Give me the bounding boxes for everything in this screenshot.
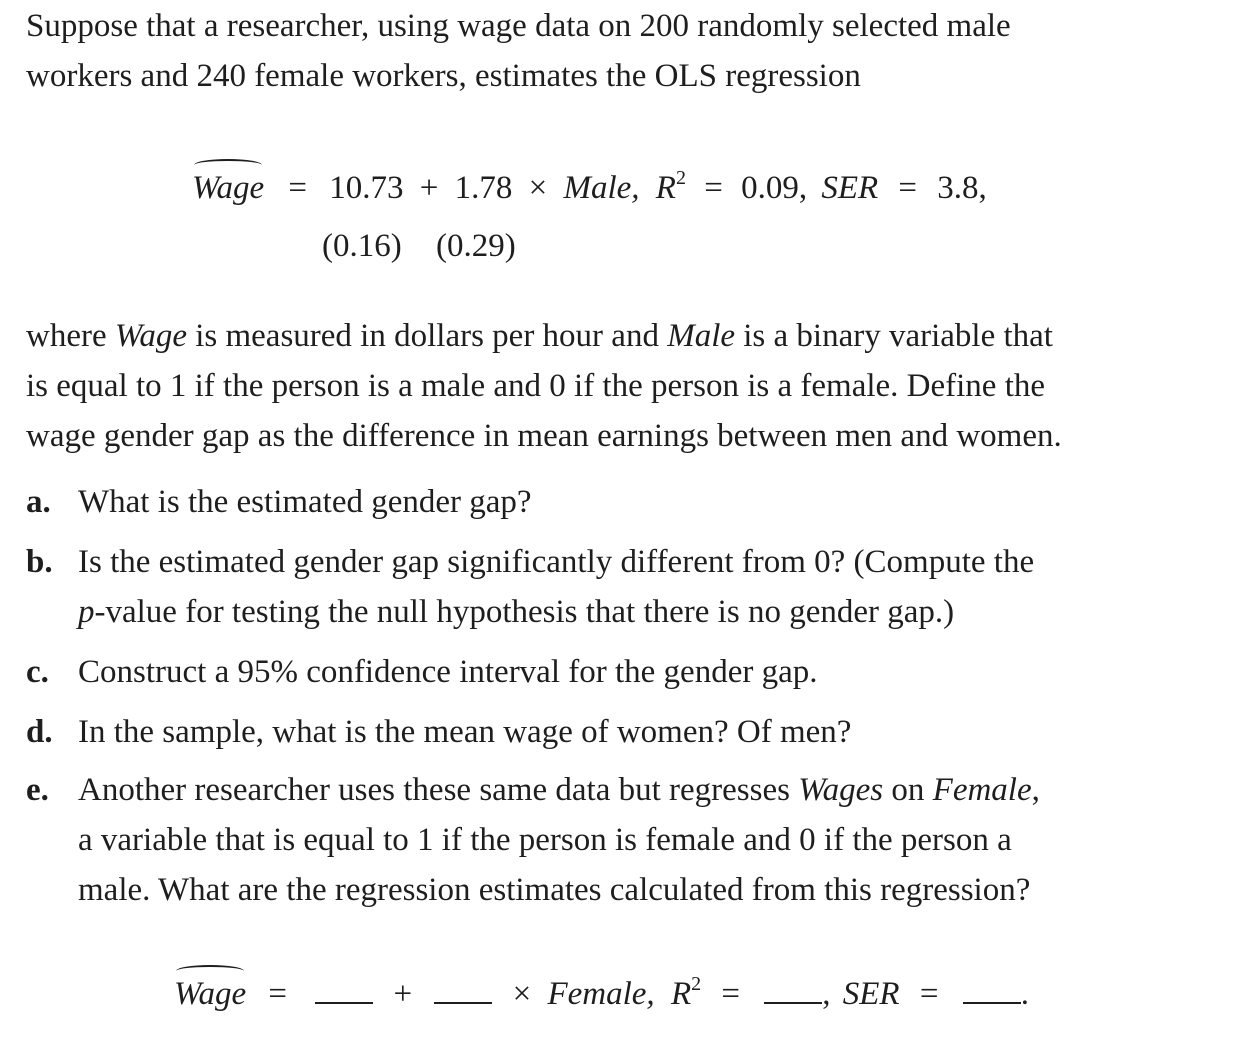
question-e-text-1: Another researcher uses these same data but regresses Wages on Female, xyxy=(78,772,1040,808)
intro-line-1: Suppose that a researcher, using wage data on 200 randomly selected male xyxy=(26,8,1011,44)
intercept-estimate: 10.73 xyxy=(329,170,404,206)
se-intercept: (0.16) xyxy=(322,228,402,264)
where-line-1: where Wage is measured in dollars per hour and Male is a binary variable that xyxy=(26,318,1053,354)
slope-blank[interactable] xyxy=(434,976,492,1004)
standard-errors xyxy=(322,226,516,266)
question-b-text-2: p-value for testing the null hypothesis that there is no gender gap.) xyxy=(78,594,955,630)
question-a-label: a. xyxy=(26,484,51,520)
where-line-2: is equal to 1 if the person is a male and 0 if the person is a female. Define the xyxy=(26,368,1046,404)
r2-value: 0.09, xyxy=(741,170,808,206)
question-a-text: What is the estimated gender gap? xyxy=(78,484,532,520)
question-b-label: b. xyxy=(26,544,53,580)
question-e-text-2: a variable that is equal to 1 if the person is female and 0 if the person a xyxy=(78,822,1012,858)
ser-blank[interactable] xyxy=(963,976,1021,1004)
regression-equation: Wage = 10.73 + 1.78 × Male, $R^2 = 0.09$, SER = 3.8, xyxy=(192,167,987,206)
intro-line-2: workers and 240 female workers, estimates the OLS regression xyxy=(26,58,861,94)
se-slope: (0.29) xyxy=(435,228,516,264)
regressor-male: Male, xyxy=(563,170,640,206)
r2-blank[interactable] xyxy=(764,976,822,1004)
question-d-text: In the sample, what is the mean wage of women? Of men? xyxy=(78,714,852,750)
wage-hat-2: Wage xyxy=(174,976,247,1012)
where-line-3: wage gender gap as the difference in mean earnings between men and women. xyxy=(26,418,1062,454)
question-c-label: c. xyxy=(26,654,49,690)
ser-value: 3.8, xyxy=(937,170,987,206)
question-d-label: d. xyxy=(26,714,53,750)
intercept-blank[interactable] xyxy=(315,976,373,1004)
answer-equation: Wage = + × Female, $R^2$ = , SER = . xyxy=(174,973,1029,1012)
question-e-label: e. xyxy=(26,772,49,808)
question-b-text-1: Is the estimated gender gap significantly different from 0? (Compute the xyxy=(78,544,1035,580)
question-e-text-3: male. What are the regression estimates calculated from this regression? xyxy=(78,872,1031,908)
wage-hat: Wage xyxy=(192,170,265,206)
regressor-female: Female, xyxy=(547,976,655,1012)
slope-estimate: 1.78 xyxy=(454,170,513,206)
question-c-text: Construct a 95% confidence interval for the gender gap. xyxy=(78,654,818,690)
